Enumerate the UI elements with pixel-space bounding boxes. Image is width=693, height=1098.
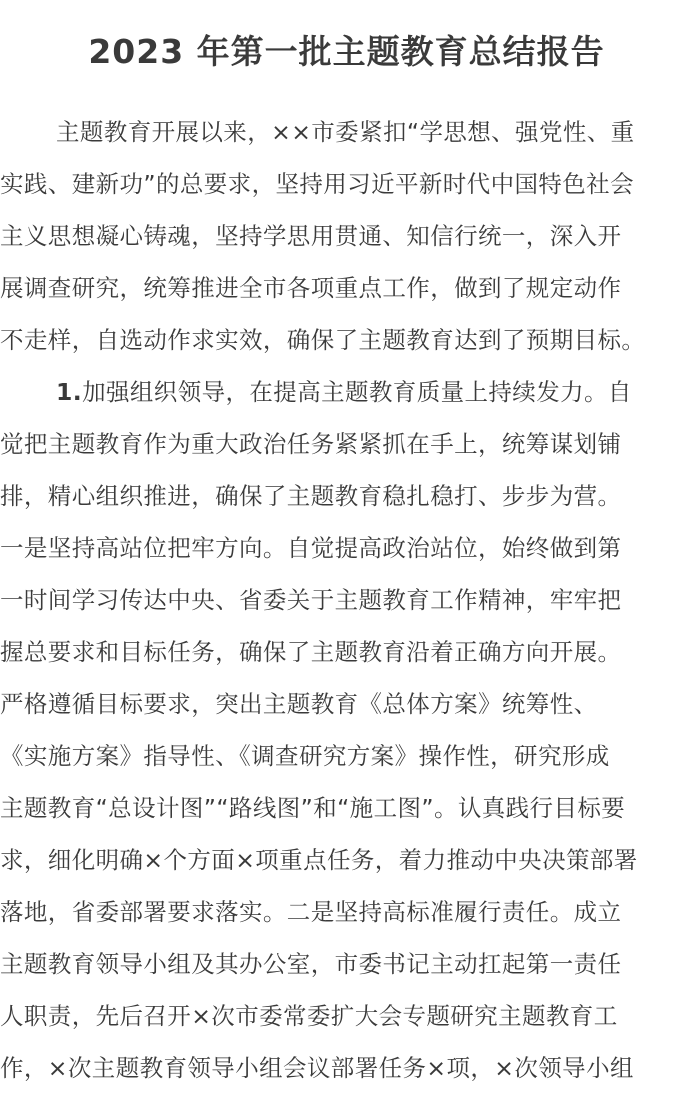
text-line: [0, 214, 693, 266]
text-line: [0, 422, 693, 474]
text-line-content: 展调查研究，统筹推进全市各项重点工作，做到了规定动作: [0, 274, 622, 302]
text-line-content: 握总要求和目标任务，确保了主题教育沿着正确方向开展。: [0, 638, 622, 666]
document-title: 2023 年第一批主题教育总结报告: [88, 32, 605, 71]
text-line-content: 主题教育“总设计图”“路线图”和“施工图”。认真践行目标要: [0, 794, 626, 822]
text-line: [0, 474, 693, 526]
text-line: [0, 890, 693, 942]
text-line-content: 主义思想凝心铸魂，坚持学思用贯通、知信行统一，深入开: [0, 222, 622, 250]
text-line: [0, 266, 693, 318]
text-line: [0, 110, 693, 162]
text-line: [0, 526, 693, 578]
text-line: [0, 994, 693, 1046]
text-line: [0, 682, 693, 734]
text-line: [0, 630, 693, 682]
text-line-content: 求，细化明确×个方面×项重点任务，着力推动中央决策部署: [0, 846, 638, 874]
text-line-content: 主题教育领导小组及其办公室，市委书记主动扛起第一责任: [0, 950, 622, 978]
document-body: [0, 110, 693, 1098]
text-line-content: 一时间学习传达中央、省委关于主题教育工作精神，牢牢把: [0, 586, 622, 614]
text-line: [0, 786, 693, 838]
text-line-content: 一是坚持高站位把牢方向。自觉提高政治站位，始终做到第: [0, 534, 622, 562]
text-line: [0, 734, 693, 786]
text-line-content: 不走样，自选动作求实效，确保了主题教育达到了预期目标。: [0, 326, 646, 354]
text-line-content: 人职责，先后召开×次市委常委扩大会专题研究主题教育工: [0, 1002, 618, 1030]
text-line: [0, 838, 693, 890]
text-line-content: 排，精心组织推进，确保了主题教育稳扎稳打、步步为营。: [0, 482, 622, 510]
text-line: [0, 318, 693, 370]
text-line-content: 《实施方案》指导性、《调查研究方案》操作性，研究形成: [0, 742, 610, 770]
text-line: [0, 370, 693, 422]
text-line-content: 作，×次主题教育领导小组会议部署任务×项，×次领导小组: [0, 1054, 634, 1082]
text-line-content: 主题教育开展以来，××市委紧扣“学思想、强党性、重: [56, 118, 635, 146]
text-line: [0, 162, 693, 214]
text-line-content: 觉把主题教育作为重大政治任务紧紧抓在手上，统筹谋划铺: [0, 430, 622, 458]
text-line: [0, 1046, 693, 1098]
text-line-content: 严格遵循目标要求，突出主题教育《总体方案》统筹性、: [0, 690, 598, 718]
text-line: [0, 942, 693, 994]
text-line-content: 实践、建新功”的总要求，坚持用习近平新时代中国特色社会: [0, 170, 634, 198]
section-number: 1.: [56, 378, 83, 406]
text-line: [0, 578, 693, 630]
text-line-content: 加强组织领导，在提高主题教育质量上持续发力。自: [82, 378, 632, 406]
text-line-content: 落地，省委部署要求落实。二是坚持高标准履行责任。成立: [0, 898, 622, 926]
